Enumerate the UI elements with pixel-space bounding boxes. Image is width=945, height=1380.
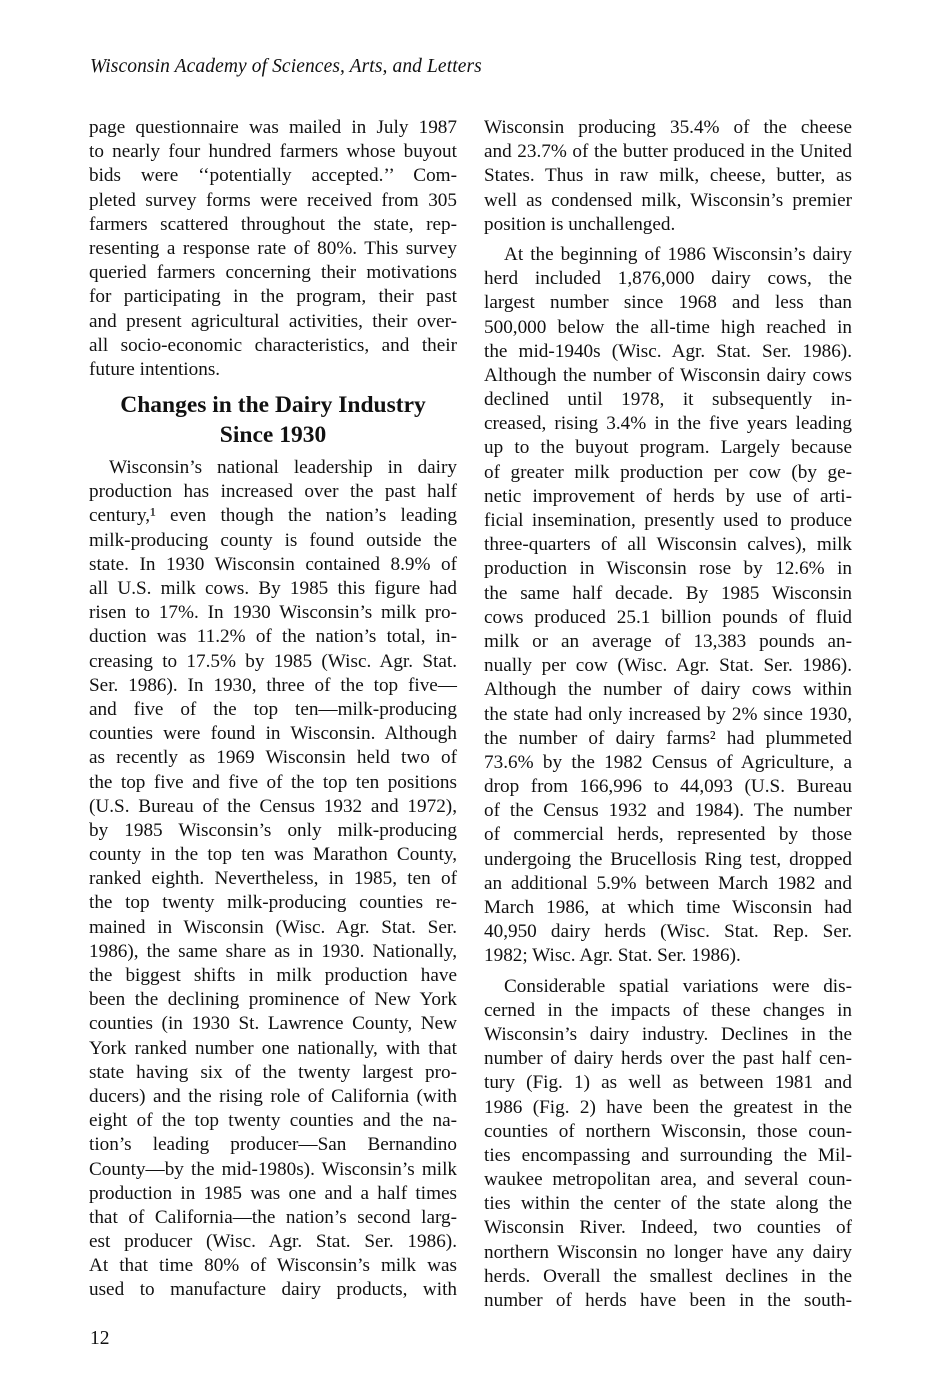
text-line: Wisconsin producing 35.4% of the cheese: [484, 117, 852, 138]
text-line: page questionnaire was mailed in July 1987: [89, 117, 457, 138]
text-line: 1986 (Fig. 2) have been the greatest in the: [484, 1096, 852, 1118]
text-line: three-quarters of all Wisconsin calves), milk: [484, 534, 852, 556]
text-line: by 1985 Wisconsin’s only milk-producing: [89, 819, 457, 841]
text-line: duction was 11.2% of the nation’s total, in-: [89, 626, 457, 648]
text-line: all U.S. milk cows. By 1985 this figure had: [89, 578, 457, 599]
text-line: largest number since 1968 and less than: [484, 292, 852, 314]
text-line: ties within the center of the state along the: [484, 1193, 852, 1215]
running-head: Wisconsin Academy of Sciences, Arts, and Letters: [90, 56, 482, 77]
text-line: States. Thus in raw milk, cheese, butter, as: [484, 165, 852, 187]
text-line: counties of northern Wisconsin, those coun-: [484, 1120, 852, 1142]
heading-line: Since 1930: [219, 422, 327, 449]
text-line: the top five and five of the top ten positions: [89, 771, 457, 793]
text-line: the state had only increased by 2% since 1930,: [484, 703, 852, 725]
section-heading: [89, 390, 457, 450]
text-line: that of California—the nation’s second larg-: [89, 1206, 457, 1228]
left-column: [89, 116, 457, 1303]
paragraph: [484, 243, 852, 969]
text-line: ranked eighth. Nevertheless, in 1985, ten of: [89, 868, 457, 890]
text-line: Wisconsin’s dairy industry. Declines in the: [484, 1023, 852, 1045]
text-line: cerned in the impacts of these changes in: [484, 999, 852, 1021]
text-line: an additional 5.9% between March 1982 and: [484, 872, 852, 894]
text-line: At the beginning of 1986 Wisconsin’s dairy: [504, 243, 852, 265]
text-line: milk-producing county is found outside the: [89, 529, 457, 551]
text-line: production has increased over the past half: [89, 481, 457, 503]
text-line: undergoing the Brucellosis Ring test, dropped: [484, 848, 852, 870]
text-line: northern Wisconsin no longer have any dairy: [484, 1241, 852, 1263]
text-line: number of dairy herds over the past half cen-: [484, 1048, 852, 1070]
text-line: Wisconsin River. Indeed, two counties of: [484, 1217, 852, 1239]
text-line: counties (in 1930 St. Lawrence County, New: [89, 1013, 457, 1035]
text-line: all socio-economic characteristics, and their: [89, 334, 457, 356]
text-line: of greater milk production per cow (by ge-: [484, 461, 852, 483]
text-line: eight of the top twenty counties and the na-: [89, 1110, 457, 1132]
text-line: Wisconsin’s national leadership in dairy: [109, 457, 457, 479]
text-line: netic improvement of herds by use of arti-: [484, 485, 852, 507]
text-line: and 23.7% of the butter produced in the United: [484, 141, 852, 163]
paragraph: [484, 116, 852, 237]
text-line: resenting a response rate of 80%. This survey: [89, 237, 457, 259]
text-line: state. In 1930 Wisconsin contained 8.9% of: [89, 553, 457, 575]
text-line: well as condensed milk, Wisconsin’s premier: [484, 189, 852, 211]
text-line: ducers) and the rising role of California (with: [89, 1085, 457, 1107]
text-line: creased, rising 3.4% in the five years leading: [484, 413, 852, 435]
text-line: the mid-1940s (Wisc. Agr. Stat. Ser. 1986).: [484, 340, 852, 362]
text-line: position is unchallenged.: [484, 213, 676, 235]
text-line: 1982; Wisc. Agr. Stat. Ser. 1986).: [484, 945, 741, 967]
text-line: and present agricultural activities, their over-: [89, 310, 457, 332]
text-line: bids were ‘‘potentially accepted.’’ Com-: [89, 165, 457, 187]
text-line: queried farmers concerning their motivations: [89, 262, 457, 284]
text-line: tury (Fig. 1) as well as between 1981 and: [484, 1072, 852, 1094]
text-line: number of herds have been in the south-: [484, 1290, 852, 1311]
text-line: drop from 166,996 to 44,093 (U.S. Bureau: [484, 776, 852, 798]
text-line: pleted survey forms were received from 305: [89, 189, 457, 211]
right-column: [484, 116, 852, 1313]
paragraph: [484, 975, 852, 1314]
text-line: of the Census 1932 and 1984). The number: [484, 800, 852, 822]
text-line: herd included 1,876,000 dairy cows, the: [484, 268, 852, 290]
text-line: tion’s leading producer—San Bernandino: [89, 1134, 457, 1156]
text-line: state having six of the twenty largest pro-: [89, 1061, 457, 1083]
text-line: County—by the mid-1980s). Wisconsin’s milk: [89, 1158, 457, 1180]
text-line: future intentions.: [89, 358, 221, 380]
text-line: creasing to 17.5% by 1985 (Wisc. Agr. Stat.: [89, 650, 457, 672]
text-line: ficial insemination, presently used to produce: [484, 510, 852, 531]
text-line: declined until 1978, it subsequently in-: [484, 389, 852, 411]
text-line: 73.6% by the 1982 Census of Agriculture, a: [484, 751, 852, 773]
text-line: of commercial herds, represented by those: [484, 824, 852, 846]
text-line: century,¹ even though the nation’s leading: [89, 505, 457, 527]
text-line: for participating in the program, their past: [89, 286, 457, 308]
text-line: Although the number of Wisconsin dairy cows: [484, 364, 852, 386]
text-line: 500,000 below the all-time high reached in: [484, 316, 852, 338]
text-line: counties were found in Wisconsin. Although: [89, 723, 457, 745]
text-line: nually per cow (Wisc. Agr. Stat. Ser. 1986).: [484, 655, 852, 677]
text-line: herds. Overall the smallest declines in the: [484, 1265, 852, 1287]
paragraph: [89, 456, 457, 1303]
paragraph: [89, 116, 457, 382]
text-line: March 1986, at which time Wisconsin had: [484, 897, 852, 918]
text-line: the top twenty milk-producing counties re-: [89, 892, 457, 914]
text-line: the number of dairy farms² had plummeted: [484, 727, 852, 749]
heading-line: Changes in the Dairy Industry: [120, 392, 426, 419]
text-line: Ser. 1986). In 1930, three of the top five—: [89, 674, 457, 696]
text-line: At that time 80% of Wisconsin’s milk was: [89, 1255, 457, 1277]
text-line: farmers scattered throughout the state, rep-: [89, 213, 457, 235]
text-line: est producer (Wisc. Agr. Stat. Ser. 1986).: [89, 1231, 457, 1253]
text-line: Although the number of dairy cows within: [484, 679, 852, 701]
text-line: used to manufacture dairy products, with: [89, 1279, 457, 1301]
text-line: mained in Wisconsin (Wisc. Agr. Stat. Ser.: [89, 916, 457, 938]
text-line: to nearly four hundred farmers whose buyout: [89, 141, 457, 163]
text-line: and five of the top ten—milk-producing: [89, 698, 457, 720]
text-line: the biggest shifts in milk production have: [89, 965, 457, 986]
text-line: Considerable spatial variations were dis-: [504, 975, 852, 997]
text-line: 1986), the same share as in 1930. Nationally,: [89, 940, 457, 962]
text-line: cows produced 25.1 billion pounds of fluid: [484, 606, 852, 628]
text-line: production in 1985 was one and a half times: [89, 1182, 457, 1204]
text-line: 40,950 dairy herds (Wisc. Stat. Rep. Ser.: [484, 921, 852, 943]
text-line: risen to 17%. In 1930 Wisconsin’s milk pro-: [89, 602, 457, 624]
text-line: county in the top ten was Marathon County,: [89, 844, 457, 866]
page-number: 12: [90, 1328, 110, 1349]
text-line: (U.S. Bureau of the Census 1932 and 1972),: [89, 795, 457, 817]
text-line: waukee metropolitan area, and several coun-: [484, 1169, 852, 1191]
text-line: the same half decade. By 1985 Wisconsin: [484, 582, 852, 604]
text-line: been the declining prominence of New York: [89, 989, 457, 1011]
text-line: ties encompassing and surrounding the Mil-: [484, 1144, 852, 1166]
text-line: production in Wisconsin rose by 12.6% in: [484, 558, 852, 580]
text-line: milk or an average of 13,383 pounds an-: [484, 630, 852, 652]
text-line: as recently as 1969 Wisconsin held two of: [89, 747, 457, 769]
text-line: York ranked number one nationally, with that: [89, 1037, 457, 1059]
text-line: up to the buyout program. Largely because: [484, 437, 852, 459]
